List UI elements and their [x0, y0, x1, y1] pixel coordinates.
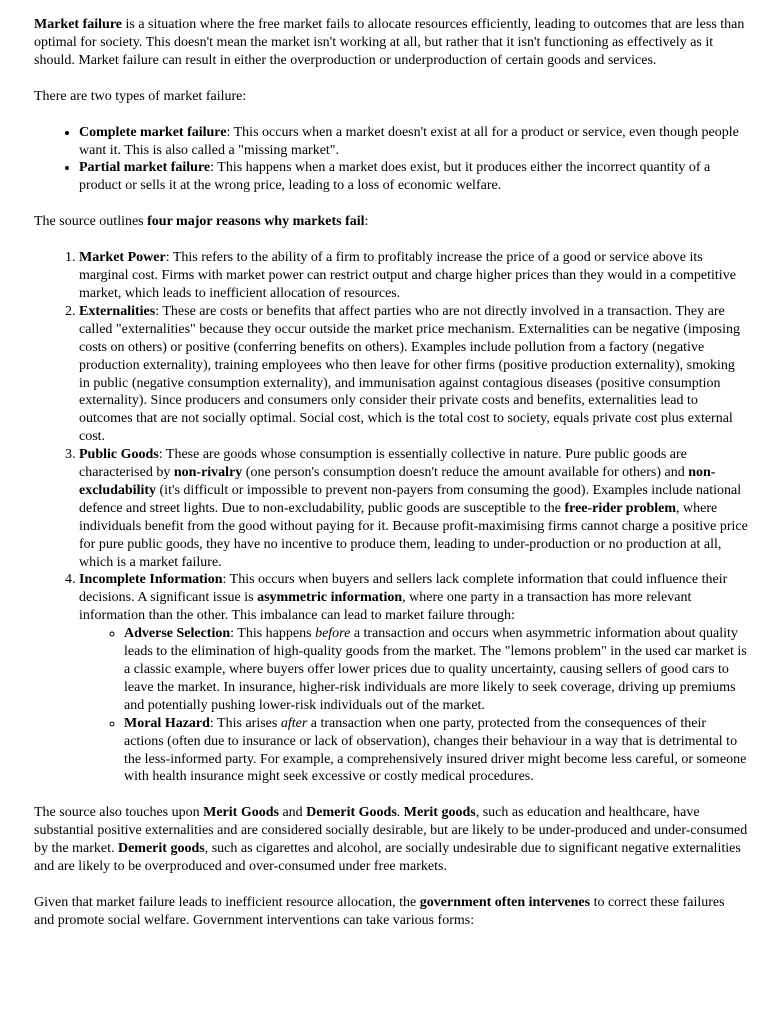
list-item [79, 159, 748, 195]
reasons-intro-bold: four major reasons why markets fail [147, 214, 365, 230]
reason-text: , where individuals benefit from the good without paying for it. Because profit-maximising firms cannot charge a positive price for pure public goods, they have no incentive to produce them, leading to under-production or no production at all, which is a market failure. [79, 500, 748, 570]
type-term: Complete market failure [79, 124, 227, 140]
intro-text: is a situation where the free market fails to allocate resources efficiently, leading to outcomes that are less than optimal for society. This doesn't mean the market isn't working at all, but rather that it isn't functioning as effectively as it should. Market failure can result in either the overproduction or underproduction of certain goods and services. [34, 17, 745, 68]
para-text: . [396, 805, 404, 821]
merit-paragraph [34, 804, 748, 876]
para-text: to correct these failures and promote social welfare. Government interventions can take various forms: [34, 894, 725, 928]
list-item [79, 124, 748, 160]
reason-term: Public Goods [79, 447, 159, 463]
sub-item-adverse-selection [124, 625, 748, 715]
reasons-intro-colon: : [364, 214, 369, 230]
reason-text: , where one party in a transaction has more relevant information than the other. This imbalance can lead to market failure through: [79, 590, 692, 624]
sub-text: : This happens [230, 626, 316, 642]
intro-term: Market failure [34, 17, 122, 32]
reasons-intro-text: The source outlines [34, 214, 148, 230]
para-text: Given that market failure leads to inefficient resource allocation, the [34, 894, 420, 910]
reason-public-goods [79, 446, 748, 571]
intro-paragraph [34, 16, 748, 70]
key-term: government often intervenes [419, 894, 591, 910]
type-term: Partial market failure [79, 160, 211, 176]
reason-term: Market Power [79, 250, 166, 266]
emphasis: after [280, 715, 308, 731]
sub-text: a transaction and occurs when asymmetric information about quality leads to the elimination of high-quality goods from the market. The "lemons problem" in the used car market is a classic example, where buyers offer lower prices due to quality uncertainty, causing sellers of good cars to leave the market. In insurance, higher-risk individuals are more likely to seek coverage, driving up premiums and potentially pushing lower-risk individuals out of the market. [124, 626, 747, 713]
reason-text: (one person's consumption doesn't reduce the amount available for others) and [242, 465, 689, 481]
key-term: Demerit Goods [306, 805, 397, 821]
reason-text: : This occurs when buyers and sellers lack complete information that could influence their decisions. A significant issue is [79, 572, 728, 606]
key-term: free-rider problem [564, 500, 677, 516]
para-text: The source also touches upon [34, 805, 204, 821]
para-text: and [278, 805, 307, 821]
reason-market-power [79, 249, 748, 303]
key-term: non-excludability [79, 465, 716, 498]
emphasis: before [315, 626, 351, 642]
key-term: Merit Goods [203, 805, 279, 821]
reasons-list [34, 249, 748, 786]
sub-text: a transaction when one party, protected from the consequences of their actions (often due to insurance or lack of observation), changes their behaviour in a way that is detrimental to the less-informed party. For example, a comprehensively insured driver might become less careful, or someone with health insurance might seek excessive or costly medical procedures. [124, 715, 747, 785]
types-list [34, 124, 748, 196]
key-term: asymmetric information [257, 590, 403, 606]
type-text: : This happens when a market does exist, but it produces either the incorrect quantity of a product or sells it at the wrong price, leading to a loss of economic welfare. [79, 160, 711, 194]
government-paragraph [34, 894, 748, 930]
reason-term: Incomplete Information [79, 572, 223, 588]
sub-term: Moral Hazard [124, 715, 210, 731]
key-term: non-rivalry [173, 465, 243, 481]
reason-externalities [79, 303, 748, 446]
reason-term: Externalities [79, 303, 156, 319]
reason-text: : This refers to the ability of a firm to profitably increase the price of a good or service above its marginal cost. Firms with market power can restrict output and charge higher prices than they would in a competitive market, which leads to inefficient allocation of resources. [79, 250, 736, 301]
reasons-intro [34, 213, 748, 231]
reason-text: (it's difficult or impossible to prevent non-payers from consuming the good). Examples include national defence and street lights. Due to non-excludability, public goods are susceptible to the [79, 482, 742, 516]
sub-item-moral-hazard [124, 715, 748, 787]
para-text: , such as cigarettes and alcohol, are socially undesirable due to significant negative externalities and are likely to be overproduced and over-consumed under free markets. [34, 841, 741, 875]
type-text: : This occurs when a market doesn't exist at all for a product or service, even though people want it. This is also called a "missing market". [79, 124, 739, 158]
reason-text: : These are costs or benefits that affect parties who are not directly involved in a transaction. They are called "externalities" because they occur outside the market price mechanism. Externalities can be negative (imposing costs on others) or positive (conferring benefits on others). Examples include pollution from a factory (negative production externality), training employees who then leave for other firms (positive production externality), smoking in public (negative consumption externality), and immunisation against contagious diseases (positive consumption externality). Since producers and consumers only consider their private costs and benefits, externalities lead to outcomes that are not socially optimal. Social cost, which is the total cost to society, equals private cost plus external cost. [79, 303, 741, 445]
sub-term: Adverse Selection [124, 626, 231, 642]
key-term: Merit goods [403, 805, 476, 821]
sub-text: : This arises [209, 715, 281, 731]
sub-list [79, 625, 748, 786]
types-intro: There are two types of market failure: [34, 88, 247, 104]
reason-text: : These are goods whose consumption is essentially collective in nature. Pure public goods are characterised by [79, 447, 687, 481]
reason-incomplete-information [79, 571, 748, 786]
para-text: , such as education and healthcare, have substantial positive externalities and are considered socially desirable, but are likely to be under-produced and under-consumed by the market. [34, 805, 748, 857]
key-term: Demerit goods [117, 841, 205, 857]
